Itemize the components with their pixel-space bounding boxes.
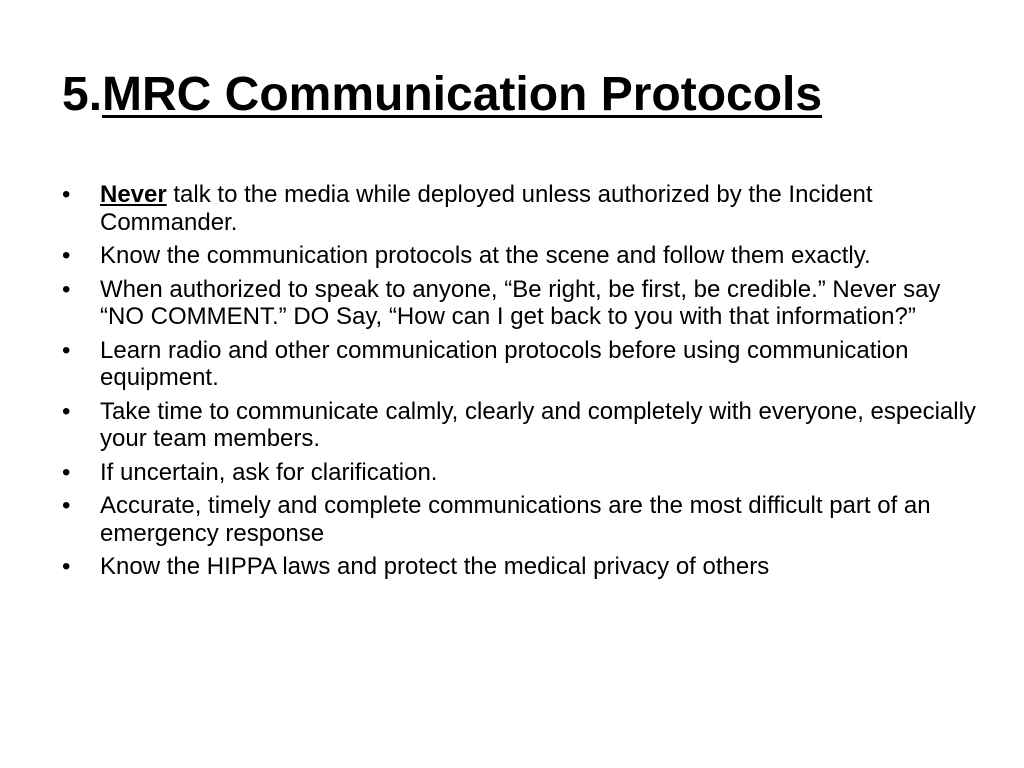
bullet-icon: • xyxy=(62,458,71,486)
title-text: MRC Communication Protocols xyxy=(102,68,823,121)
bullet-icon: • xyxy=(62,336,71,364)
bullet-icon: • xyxy=(62,242,71,269)
bullet-list xyxy=(62,181,982,587)
bullet-item xyxy=(62,276,982,331)
bullet-text: talk to the media while deployed unless authorized by the Incident Commander. xyxy=(100,181,873,236)
bullet-item xyxy=(62,337,982,392)
bullet-text: If uncertain, ask for clarification. xyxy=(100,458,438,486)
bullet-emphasis: Never xyxy=(100,181,167,208)
bullet-icon: • xyxy=(62,492,71,519)
bullet-text: Accurate, timely and complete communications are the most difficult part of an emergency response xyxy=(100,492,931,547)
bullet-item xyxy=(62,459,982,487)
bullet-text: Know the HIPPA laws and protect the medical privacy of others xyxy=(100,553,770,580)
title-number: 5. xyxy=(62,68,103,121)
bullet-item xyxy=(62,242,982,270)
bullet-text: When authorized to speak to anyone, “Be right, be first, be credible.” Never say “NO COMMENT.” DO Say, “How can I get back to you with that information?” xyxy=(100,275,941,330)
bullet-item xyxy=(62,181,982,236)
bullet-icon: • xyxy=(62,275,71,303)
bullet-icon: • xyxy=(62,397,71,425)
bullet-icon: • xyxy=(62,181,71,208)
bullet-item xyxy=(62,398,982,453)
bullet-text: Know the communication protocols at the scene and follow them exactly. xyxy=(100,242,871,269)
bullet-item xyxy=(62,492,982,547)
bullet-item xyxy=(62,553,982,581)
bullet-text: Learn radio and other communication protocols before using communication equipment. xyxy=(100,336,909,391)
slide-title xyxy=(62,62,822,128)
bullet-text: Take time to communicate calmly, clearly and completely with everyone, especially your team members. xyxy=(100,397,976,452)
bullet-icon: • xyxy=(62,553,71,580)
